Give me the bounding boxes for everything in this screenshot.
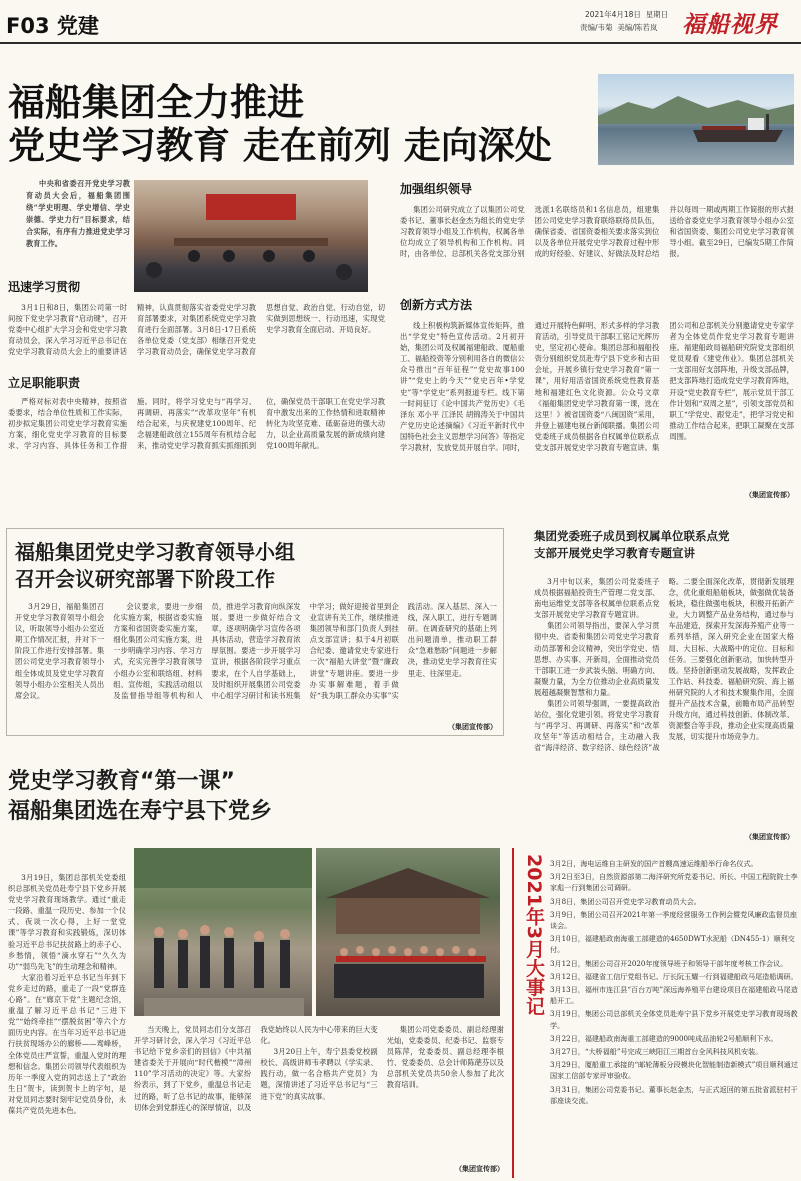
lead-dept: （集团宣传部） (745, 490, 794, 499)
art3-para-2: 集团公司领导指出，要深入学习贯彻中央、省委和集团公司党史学习教育动员部署和会议精神，突出学党史、悟思想、办实事、开新局，全面推动党员干部职工进一步武装头脑、明确方向、凝聚力量，为全方位推动企业高质量发展超越凝聚智慧和力量。 (534, 621, 660, 697)
event-item: 3月29日，厦船重工承接的“邮轮薄板分段模块化智能制造新模式”项目顺利通过国家工信部专家评审验收。 (550, 1060, 798, 1081)
lead-title-line1: 福船集团全力推进 (8, 81, 304, 124)
date: 2021年4月18日 (585, 10, 641, 19)
art4-dept: （集团宣传部） (455, 1164, 504, 1173)
art4-para-5: 集团公司党委委员、副总经理谢光灿，党委委员、纪委书记、监察专员陈萍，党委委员、副总经理李根竹、党委委员、总会计师陈葩芬以及总部机关党员共50余人参加了此次教育培训。 (386, 1025, 504, 1090)
events-panel (512, 848, 798, 1178)
art4-para-4: 3月20日上午，寿宁县委党校副校长、高级讲师韦孝聘以《学实录、践行动，做一名合格共产党员》为题，深情讲述了习近平总书记与“三进下党”的真实故事。 (260, 1047, 378, 1101)
covered-bridge-icon (316, 848, 500, 1016)
art3-para-3: 集团公司领导强调，一要提高政治站位，强化党建引领。将党史学习教育与“再学习、再调研、再落实”和“改革攻坚年”等活动相结合，主动融入我省“海洋经济、数字经济、绿色经济”战略。二要全面深化改革，贯彻新发展理念，优化重组船舶板块，做强做优装备板块，稳住做强电板块，积极开拓新产业，大力调整产品业务结构，通过参与车品建造，探索开发深海养殖产业等一系列举措，深入研究企业在国家大格局、大目标、大战略中的定位、目标和任务。三要强化创新驱动，加快转型升级。坚持创新驱动发展战略，发挥政企工作站、科技委、福船研究院、海上福州研究院的人才和技术聚集作用，全面提升产品技术含量，前瞻布局产品转型升级方向，通过科技创新、体制改革、资源整合等手段，推动企业实现高质量发展，切实提升市场竞争力。 (534, 577, 794, 753)
art2-title-line2: 召开会议研究部署下阶段工作 (15, 567, 275, 591)
art4-para-1: 3月19日，集团总部机关党委组织总部机关党员赴寿宁县下党乡开展党史学习教育现场教学。通过“重走一段路、重温一段历史、参加一个仪式、夜谈一次心得，上好一堂党课”等学习教育和实践锻炼，深切体验习近平总书记扶贫路上的赤子心、乡愁情，领悟“滴水穿石”“久久为功”“弱鸟先飞”的生动理念和精神。 (8, 873, 126, 971)
event-item: 3月31日，集团公司党委书记、董事长赵金杰，与正式返回的第五批省派驻村干部座谈交流。 (550, 1084, 798, 1105)
lead-col-right (400, 204, 794, 290)
lead-subhead-2: 立足职能职责 (8, 376, 81, 390)
event-item: 3月9日，集团公司召开2021年第一季度经营服务工作例会暨党风廉政监督员座谈会。 (550, 909, 797, 931)
editor-line (580, 22, 657, 33)
art2-para-2: 会议要求，要进一步细化实施方案，根据省委实施方案和省国资委实施方案，细化集团公司实施方案，进一步明确学习内容、学习方式，充实完善学习教育领导小组办公室和联络组、材料组、宣传组，实践活动组以及监督指导组等机构和人员，推进学习教育向纵深发展。要进一步做好结合文章，逐项明确学习宣传各项具体活动，营造学习教育浓厚氛围。要进一步开展学习宣讲，根据各阶段学习重点要求，在个人自学基础上，及时组织开展集团公司党委中心组学习研讨和读书班集中学习；做好迎接省里到企业宣讲有关工作，继续推进集团领导和部门负责人到挂点支部宣讲；拟于4月初联合纪委、邀请党史专家进行一次“福船大讲堂”暨“廉政讲堂”专题讲座。要进一步办实事解难题，着手做好“我为职工群众办实事”实践活动。深入基层、深入一线，深入职工，进行专题调研。在调查研究的基础上列出问题清单，推动职工群众“急难愁盼”问题进一步解决，推动党史学习教育往实里走、往深里走。 (113, 602, 497, 700)
lead-para-2: 严格对标对表中央精神，按照省委要求，结合单位性质和工作实际，初步拟定集团公司党史学习教育实施方案，细化党史学习教育的目标要求、学习内容、具体任务和工作措施。同时，将学习党史与“再学习、再调研、再落实”“改革攻坚年”有机结合起来，与庆祝建党100周年、纪念福建船政创立155周年有机结合起来，推动党史学习教育抓实抓细抓到位，确保党员干部职工在党史学习教育中激发出来的工作热情和进取精神转化为攻坚克难、砥砺奋进的强大动力，以企业高质量发展的新成绩向建党100周年献礼。 (8, 397, 385, 451)
events-list (550, 858, 798, 1108)
art3-title-line2: 支部开展党史学习教育专题宣讲 (534, 546, 695, 560)
art4-title-line2: 福船集团选在寿宁县下党乡 (8, 799, 273, 824)
lead-subhead-4: 创新方式方法 (400, 298, 473, 312)
editor: 责编/韦菊 (580, 23, 613, 32)
art4-col-left (8, 872, 126, 1174)
event-item: 3月10日，福建船政南海重工部建造的4650DWT水泥船（DN455-1）顺利交付。 (550, 934, 795, 955)
art4-para-3: 当天晚上，党员同志们分支部召开学习研讨会，深入学习《习近平总书记给下党乡亲们的回信》《中共福建省委关于开展向“时代楷模”“漳州110”学习活动的决定》等。大家纷纷表示，到了下党乡，重温总书记走过的路，听了总书记的故事，能够深切体会到党群连心的深厚情谊，以及我党始终以人民为中心带来的巨大变化。 (134, 1025, 378, 1112)
masthead-logo: 福船视界 (682, 11, 778, 38)
lead-subhead-3: 加强组织领导 (400, 182, 473, 196)
lead-col-left-2 (8, 396, 385, 508)
lead-subhead-1: 迅速学习贯彻 (8, 280, 81, 294)
people-scene-icon (134, 848, 312, 1016)
ship-photo (598, 74, 794, 165)
art3-body (534, 576, 794, 830)
page-header (0, 0, 801, 44)
lead-para-1: 3月1日和8日，集团公司第一时间按下党史学习教育“启动键”，召开党委中心组扩大学习会和党史学习教育动员会，深入学习习近平总书记在党史学习教育动员大会上的重要讲话精神，认真贯彻落实省委党史学习教育部署要求，对集团系统党史学习教育进行全面部署。3月8日-17日系统各单位党委（党支部）相继召开党史学习教育动员会，确保党史学习教育思想自觉、政治自觉、行动自觉，切实做到思想统一、行动迅速，实现党史学习教育全面启动、开局良好。 (8, 303, 385, 357)
event-item: 3月13日，福州市连江县“百台万吨”深远海养殖平台建设项目在福建船政马尾造船开工。 (550, 985, 798, 1006)
weekday: 星期日 (645, 10, 669, 19)
art2-dept: （集团宣传部） (448, 722, 497, 731)
lead-headline (8, 82, 598, 168)
article-leading-group (6, 528, 504, 736)
lead-para-3: 集团公司研究成立了以集团公司党委书记、董事长赵金杰为组长的党史学习教育领导小组及工作机构，权属各单位均成立了领导机构和工作机构。同时，由各单位、总部机关各党支部分别选派1名联络员和1名信息员，组建集团公司党史学习教育联络联络员队伍，确保省委、省国资委相关要求落实到位以及各单位开展党史学习教育过程中形成的好经验、好建议、好做法及时总结并以每周一期或两期工作简报的形式报送给省委党史学习教育领导小组办公室和省国资委、集团公司党史学习教育领导小组。截至29日，已编发5期工作简报。 (400, 205, 794, 259)
event-item: 3月22日，福建船政南海重工部建造的9000吨成品油轮2号船顺利下水。 (550, 1033, 778, 1043)
group-photo-right (316, 848, 500, 1016)
event-item: 3月8日，集团公司召开党史学习教育动员大会。 (550, 896, 701, 906)
art2-body (15, 601, 497, 725)
ship-icon (598, 74, 794, 165)
event-item: 3月12日，集团公司召开2020年度领导班子和领导干部年度考核工作会议。 (550, 958, 788, 968)
meeting-photo (134, 180, 368, 292)
date-line (585, 9, 668, 20)
art4-title-line1: 党史学习教育“第一课” (8, 769, 235, 794)
event-item: 3月19日，集团公司总部机关全体党员赴寿宁县下党乡开展党史学习教育现场教学。 (550, 1009, 798, 1030)
art4-body (134, 1024, 504, 1172)
section-label: F03 党建 (6, 14, 99, 38)
lead-intro: 中央和省委召开党史学习教育动员大会后，福船集团围绕“学史明理、学史增信、学史崇德、学史力行”目标要求，结合实际，有序有力推进党史学习教育工作。 (26, 179, 130, 248)
art3-dept: （集团宣传部） (745, 832, 794, 841)
event-item: 3月2日至3日，自然资源部第二海洋研究所党委书记、所长、中国工程院院士李家彪一行到集团公司调研。 (550, 872, 798, 893)
designer: 美编/陈若岚 (617, 23, 658, 32)
art3-para-1: 3月中旬以来，集团公司党委班子成员根据福船投资生产管理二党支部、南电运维党支部等各权属单位联系点党支部开展党史学习教育专题宣讲。 (534, 577, 660, 620)
event-item: 3月2日，海电运维自主研发的国产首艘高速运维船举行命名仪式。 (550, 859, 758, 868)
group-photo-left (134, 848, 312, 1016)
meeting-scene-icon (134, 180, 368, 292)
event-item: 3月27日，“大桥福船”号完成三峡阳江三期首台全风科技风机安装。 (550, 1047, 763, 1057)
event-item: 3月12日，福建省工信厅党组书记、厅长阮玉耀一行到福建船政马尾造船调研。 (550, 971, 798, 981)
art2-para-1: 3月29日，福船集团召开党史学习教育领导小组会议，听取领导小组办公室近期工作情况汇报，并对下一阶段工作进行安排部署。集团公司党史学习教育领导小组全体成员及党史学习教育领导小组办公室相关人员出席会议。 (15, 602, 105, 700)
art4-para-2: 大家沿着习近平总书记当年到下党乡走过的路，重走了一段“党群连心路”。在“廊京下党”主题纪念馆，重温了解习近平总书记“三进下党”“始终牵挂”“摆脱贫困”等六个方面历史内容。在当年习近平总书记进行扶贫现场办公的廊桥——鸾峰桥，全体党员庄严宣誓，重温入党时的理想和信念。集团公司领导代表组织为历年一季度入党的同志送上了“政治生日”贺卡，读到贺卡上的字句，是对党员同志要时刻牢记党员身份，永葆共产党员先进本色。 (8, 972, 126, 1115)
art3-title-line1: 集团党委班子成员到权属单位联系点党 (534, 529, 730, 543)
art2-title-line1: 福船集团党史学习教育领导小组 (15, 540, 295, 564)
lead-para-4: 线上积极构筑新媒体宣传矩阵，推出“学党史”特色宣传活动。2月初开始，集团公司及权属福建船政、厦船重工、福船投资等分别利用各自的微信公众号推出“百年征程”“党史故事100讲”“党史上的今天”“党史百年•学党史”等“学党史”系列报道专栏。线下第一时间征订《论中国共产党历史》《毛泽东 邓小平 江泽民 胡锦涛关于中国共产党历史论述摘编》《习近平新时代中国特色社会主义思想学习问答》等指定学习教材，发放党员开展自学。同时，通过开展特色鲜明、形式多样的学习教育活动，引导党员干部职工铭记光辉历史，坚定初心使命。集团总部和福船投资分别组织党员赴寿宁县下党乡和古田会址，开展乡镇行党史学习教育“第一课”，用好用活省国资系统党性教育基地和福建红色文化资源。公众号文章《福船集团党史学习教育第一课，选在这里！》被省国资委“八闽国资”采用，并登上福建电视台新闻联播。集团公司党委班子成员根据各自权属单位联系点党支部开展党史学习教育专题宣讲。集团公司和总部机关分别邀请党史专家学者为全体党员作党史学习教育专题讲座。福建船政局福船研究院党支部组织党员观看《建党伟业》。集团总部机关一支部用好支部阵地，升级支部品牌，把支部阵地打造成党史学习教育阵地，开设“党史教育专栏”，展示党员干部工作计划和“双周之星”，引领支部党员和职工“学党史、跟党走”，把学习党史和推动工作结合起来，把职工凝聚在支部周围。 (400, 321, 794, 453)
lead-title-line2: 党史学习教育 走在前列 走向深处 (8, 124, 552, 167)
events-title: 2021年3月大事记 (523, 854, 545, 1016)
lead-col-left (8, 302, 385, 374)
lead-col-right-2 (400, 320, 794, 498)
